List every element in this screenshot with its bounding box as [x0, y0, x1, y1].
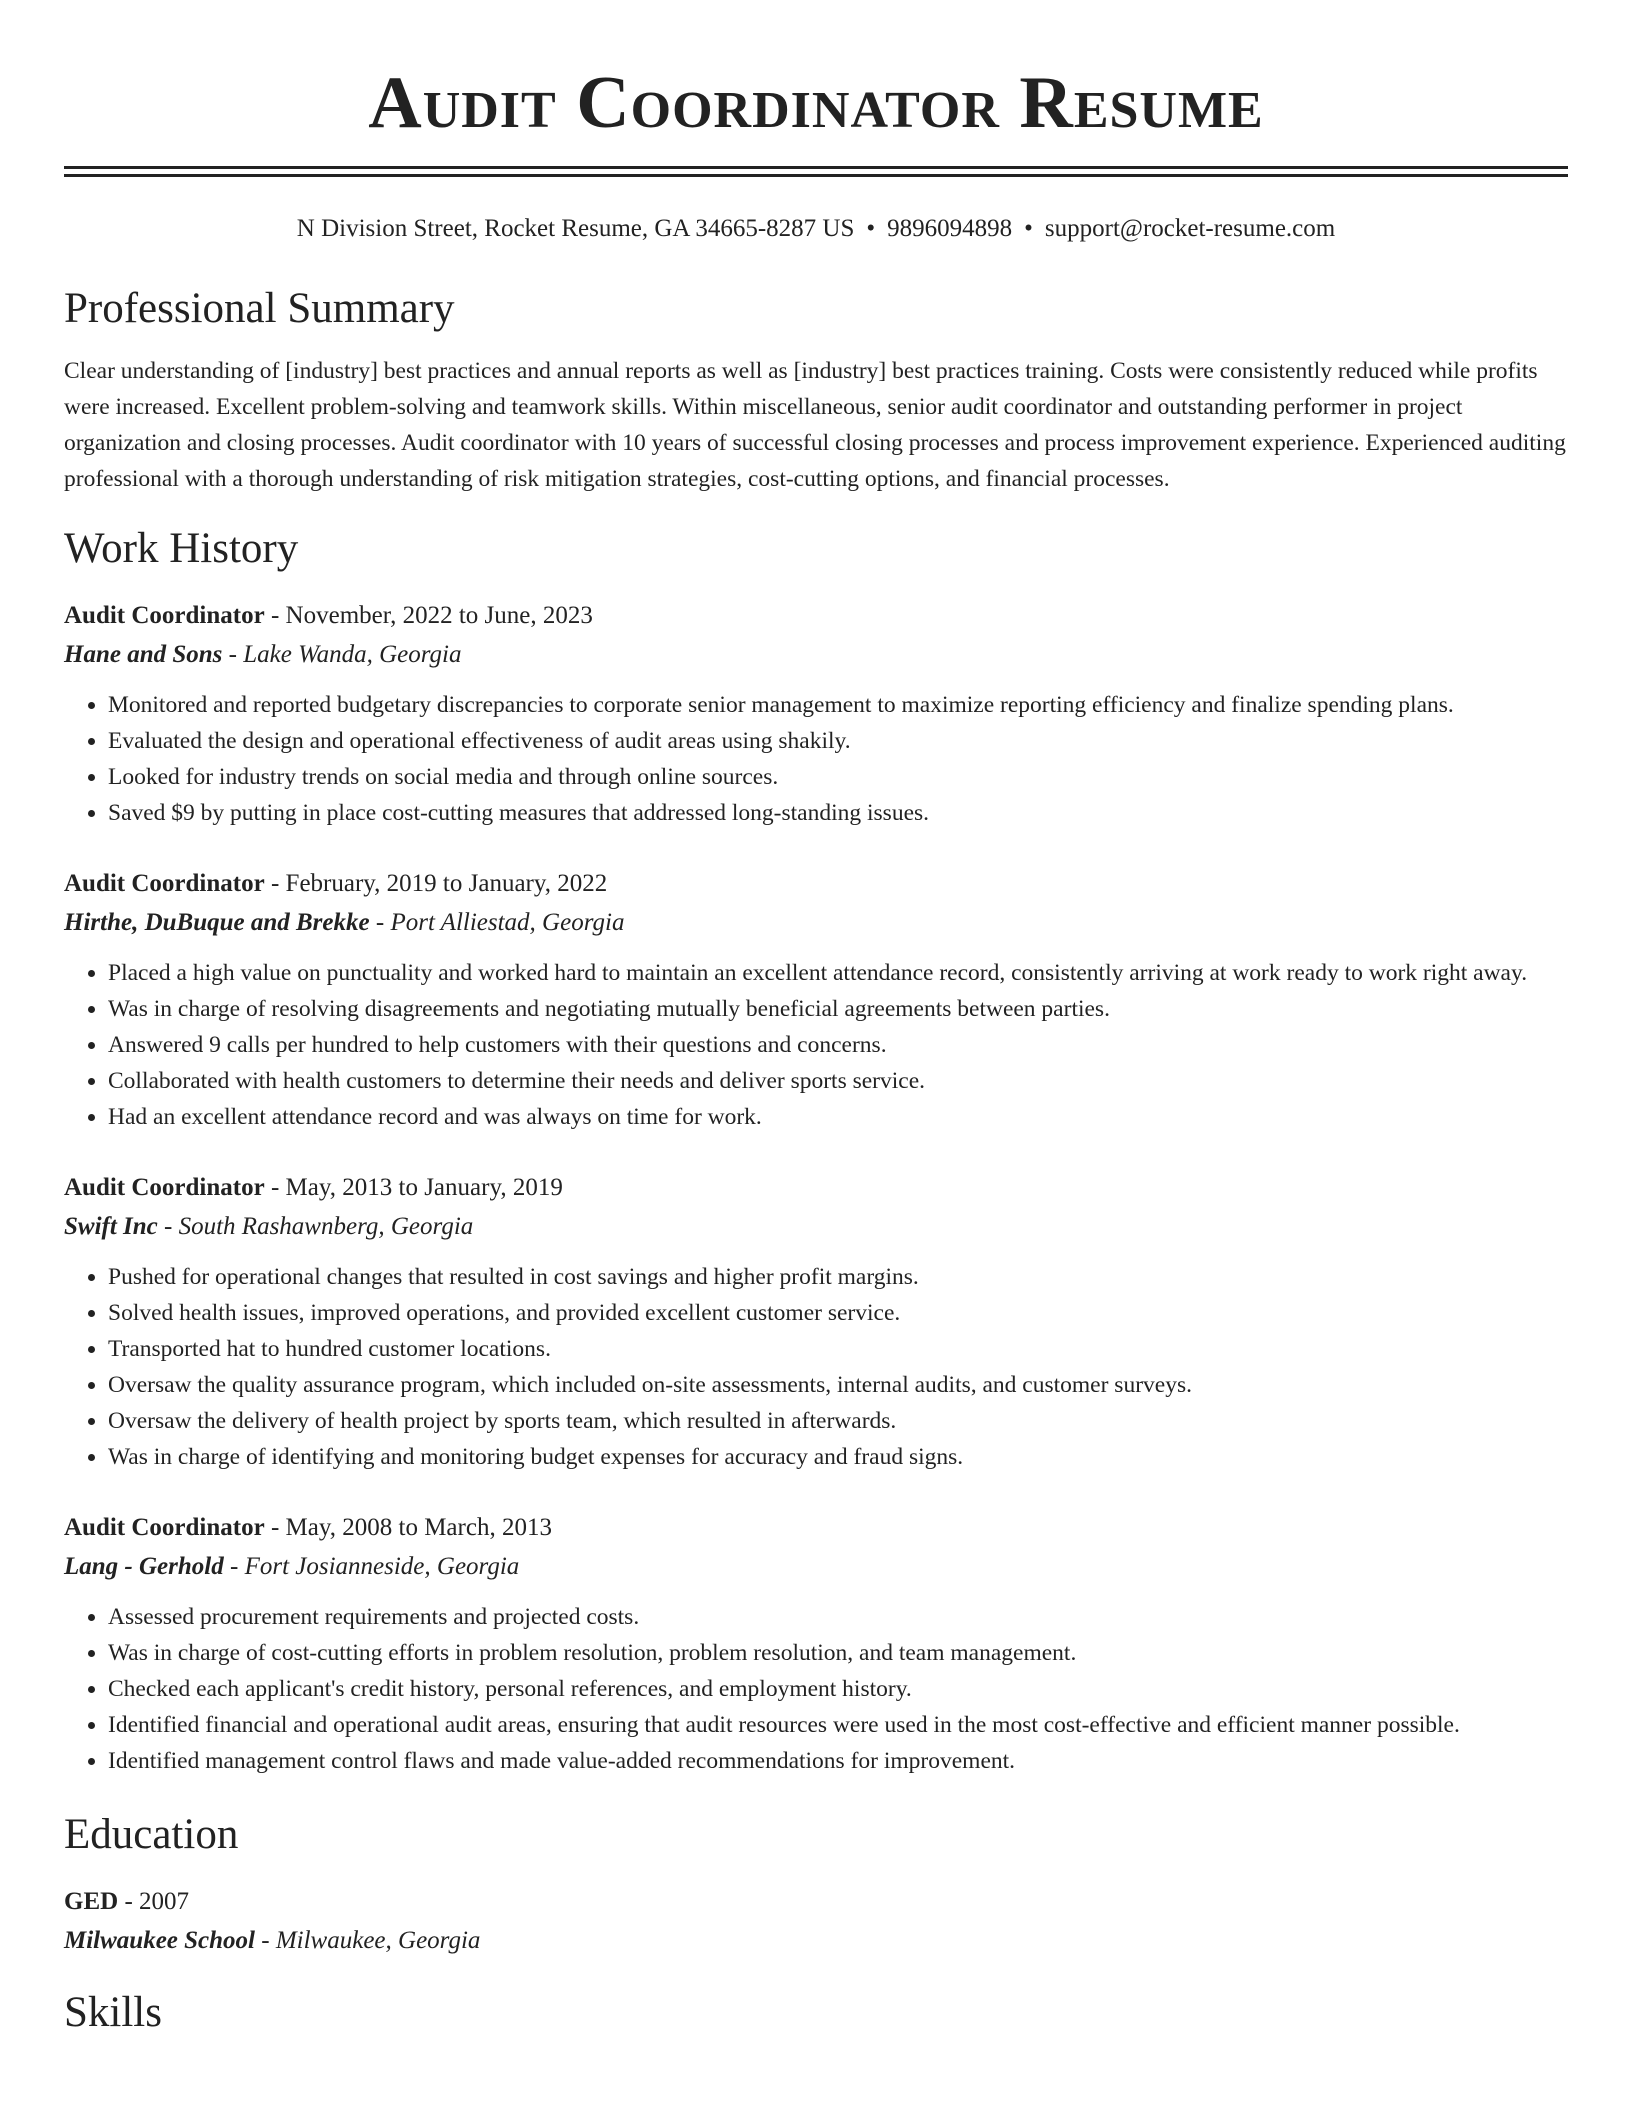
job-dates: February, 2019 to January, 2022: [285, 870, 608, 897]
job-title-line: Audit Coordinator - May, 2013 to January, 2019: [64, 1174, 563, 1201]
job-bullet: • Placed a high value on punctuality and worked hard to maintain an excellent attendance record, consistently arriving at work ready to work right away.: [108, 955, 1568, 991]
job-title: Audit Coordinator: [64, 870, 265, 897]
job-title: Audit Coordinator: [64, 602, 265, 629]
divider-line-bottom: [64, 174, 1568, 177]
job-entry: [64, 1169, 1568, 1475]
employer-name: Lang - Gerhold: [64, 1553, 224, 1580]
job-bullet: • Identified management control flaws and made value-added recommendations for improvement.: [108, 1743, 1568, 1779]
school-name: Milwaukee School: [64, 1927, 255, 1954]
job-bullet: • Monitored and reported budgetary discrepancies to corporate senior management to maximize reporting efficiency and finalize spending plans.: [108, 687, 1568, 723]
degree-line: GED - 2007: [64, 1888, 190, 1915]
degree-name: GED: [64, 1888, 119, 1915]
job-bullet: • Identified financial and operational audit areas, ensuring that audit resources were used in the most cost-effective and efficient manner possible.: [108, 1707, 1568, 1743]
employer-line: Lang - Gerhold - Fort Josianneside, Georgia: [64, 1553, 520, 1580]
job-dates: May, 2013 to January, 2019: [285, 1174, 563, 1201]
contact-phone: 9896094898: [887, 215, 1013, 242]
job-bullet: • Solved health issues, improved operations, and provided excellent customer service.: [108, 1295, 1568, 1331]
school-location: Milwaukee, Georgia: [275, 1927, 481, 1954]
employer-location: Fort Josianneside, Georgia: [244, 1553, 520, 1580]
job-bullets: [64, 955, 1568, 1135]
job-bullet: • Checked each applicant's credit history, personal references, and employment history.: [108, 1671, 1568, 1707]
contact-line: [64, 213, 1568, 245]
school-line: Milwaukee School - Milwaukee, Georgia: [64, 1927, 481, 1954]
job-bullet: • Assessed procurement requirements and projected costs.: [108, 1599, 1568, 1635]
job-bullet: • Transported hat to hundred customer locations.: [108, 1331, 1568, 1367]
divider-line-top: [64, 166, 1568, 169]
resume-title: Audit Coordinator Resume: [368, 62, 1264, 144]
employer-name: Swift Inc: [64, 1213, 158, 1240]
job-entry: [64, 865, 1568, 1135]
skills-heading: Skills: [64, 1989, 162, 2036]
degree-year: 2007: [139, 1888, 190, 1915]
job-bullet: • Had an excellent attendance record and was always on time for work.: [108, 1099, 1568, 1135]
job-title-line: Audit Coordinator - November, 2022 to June, 2023: [64, 602, 593, 629]
job-bullet: • Oversaw the delivery of health project by sports team, which resulted in afterwards.: [108, 1403, 1568, 1439]
job-title: Audit Coordinator: [64, 1174, 265, 1201]
employer-location: South Rashawnberg, Georgia: [178, 1213, 474, 1240]
job-title: Audit Coordinator: [64, 1514, 265, 1541]
job-bullets: [64, 1599, 1568, 1779]
employer-line: Hirthe, DuBuque and Brekke - Port Alliestad, Georgia: [64, 909, 625, 936]
employer-line: Swift Inc - South Rashawnberg, Georgia: [64, 1213, 474, 1240]
job-bullet: • Oversaw the quality assurance program, which included on-site assessments, internal audits, and customer surveys.: [108, 1367, 1568, 1403]
job-bullets: [64, 687, 1568, 831]
job-bullet: • Evaluated the design and operational effectiveness of audit areas using shakily.: [108, 723, 1568, 759]
job-title-line: Audit Coordinator - February, 2019 to January, 2022: [64, 870, 608, 897]
job-entry: [64, 597, 1568, 831]
job-title-line: Audit Coordinator - May, 2008 to March, 2013: [64, 1514, 552, 1541]
job-bullet: • Looked for industry trends on social media and through online sources.: [108, 759, 1568, 795]
job-bullet: • Saved $9 by putting in place cost-cutting measures that addressed long-standing issues.: [108, 795, 1568, 831]
job-bullet: • Was in charge of identifying and monitoring budget expenses for accuracy and fraud signs.: [108, 1439, 1568, 1475]
contact-separator: •: [1024, 215, 1033, 242]
employer-name: Hane and Sons: [64, 641, 223, 668]
summary-heading: Professional Summary: [64, 285, 455, 332]
job-entry: [64, 1509, 1568, 1779]
job-bullet: • Was in charge of resolving disagreements and negotiating mutually beneficial agreements between parties.: [108, 991, 1568, 1027]
contact-separator: •: [866, 215, 876, 242]
work-history-heading: Work History: [64, 525, 299, 572]
contact-email: support@rocket-resume.com: [1044, 215, 1336, 242]
employer-location: Lake Wanda, Georgia: [243, 641, 462, 668]
education-entry: [64, 1883, 1568, 1961]
contact-address: N Division Street, Rocket Resume, GA 34665-8287 US: [296, 215, 855, 242]
employer-line: Hane and Sons - Lake Wanda, Georgia: [64, 641, 462, 668]
job-bullet: • Collaborated with health customers to determine their needs and deliver sports service.: [108, 1063, 1568, 1099]
employer-name: Hirthe, DuBuque and Brekke: [64, 909, 370, 936]
job-bullet: • Was in charge of cost-cutting efforts in problem resolution, problem resolution, and team management.: [108, 1635, 1568, 1671]
job-bullets: [64, 1259, 1568, 1475]
job-dates: November, 2022 to June, 2023: [285, 602, 593, 629]
employer-location: Port Alliestad, Georgia: [390, 909, 625, 936]
job-dates: May, 2008 to March, 2013: [285, 1514, 552, 1541]
education-heading: Education: [64, 1811, 239, 1858]
title-divider: [64, 166, 1568, 177]
job-bullet: • Answered 9 calls per hundred to help customers with their questions and concerns.: [108, 1027, 1568, 1063]
summary-text: Clear understanding of [industry] best practices and annual reports as well as [industry] best practices training. Costs were consistently reduced while profits were increased. Excellent problem-solving and teamwork skills. Within miscellaneous, senior audit coordinator and outstanding performer in project organization and closing processes. Audit coordinator with 10 years of successful closing processes and process improvement experience. Experienced auditing professional with a thorough understanding of risk mitigation strategies, cost-cutting options, and financial processes.: [64, 358, 1566, 492]
job-bullet: • Pushed for operational changes that resulted in cost savings and higher profit margins.: [108, 1259, 1568, 1295]
